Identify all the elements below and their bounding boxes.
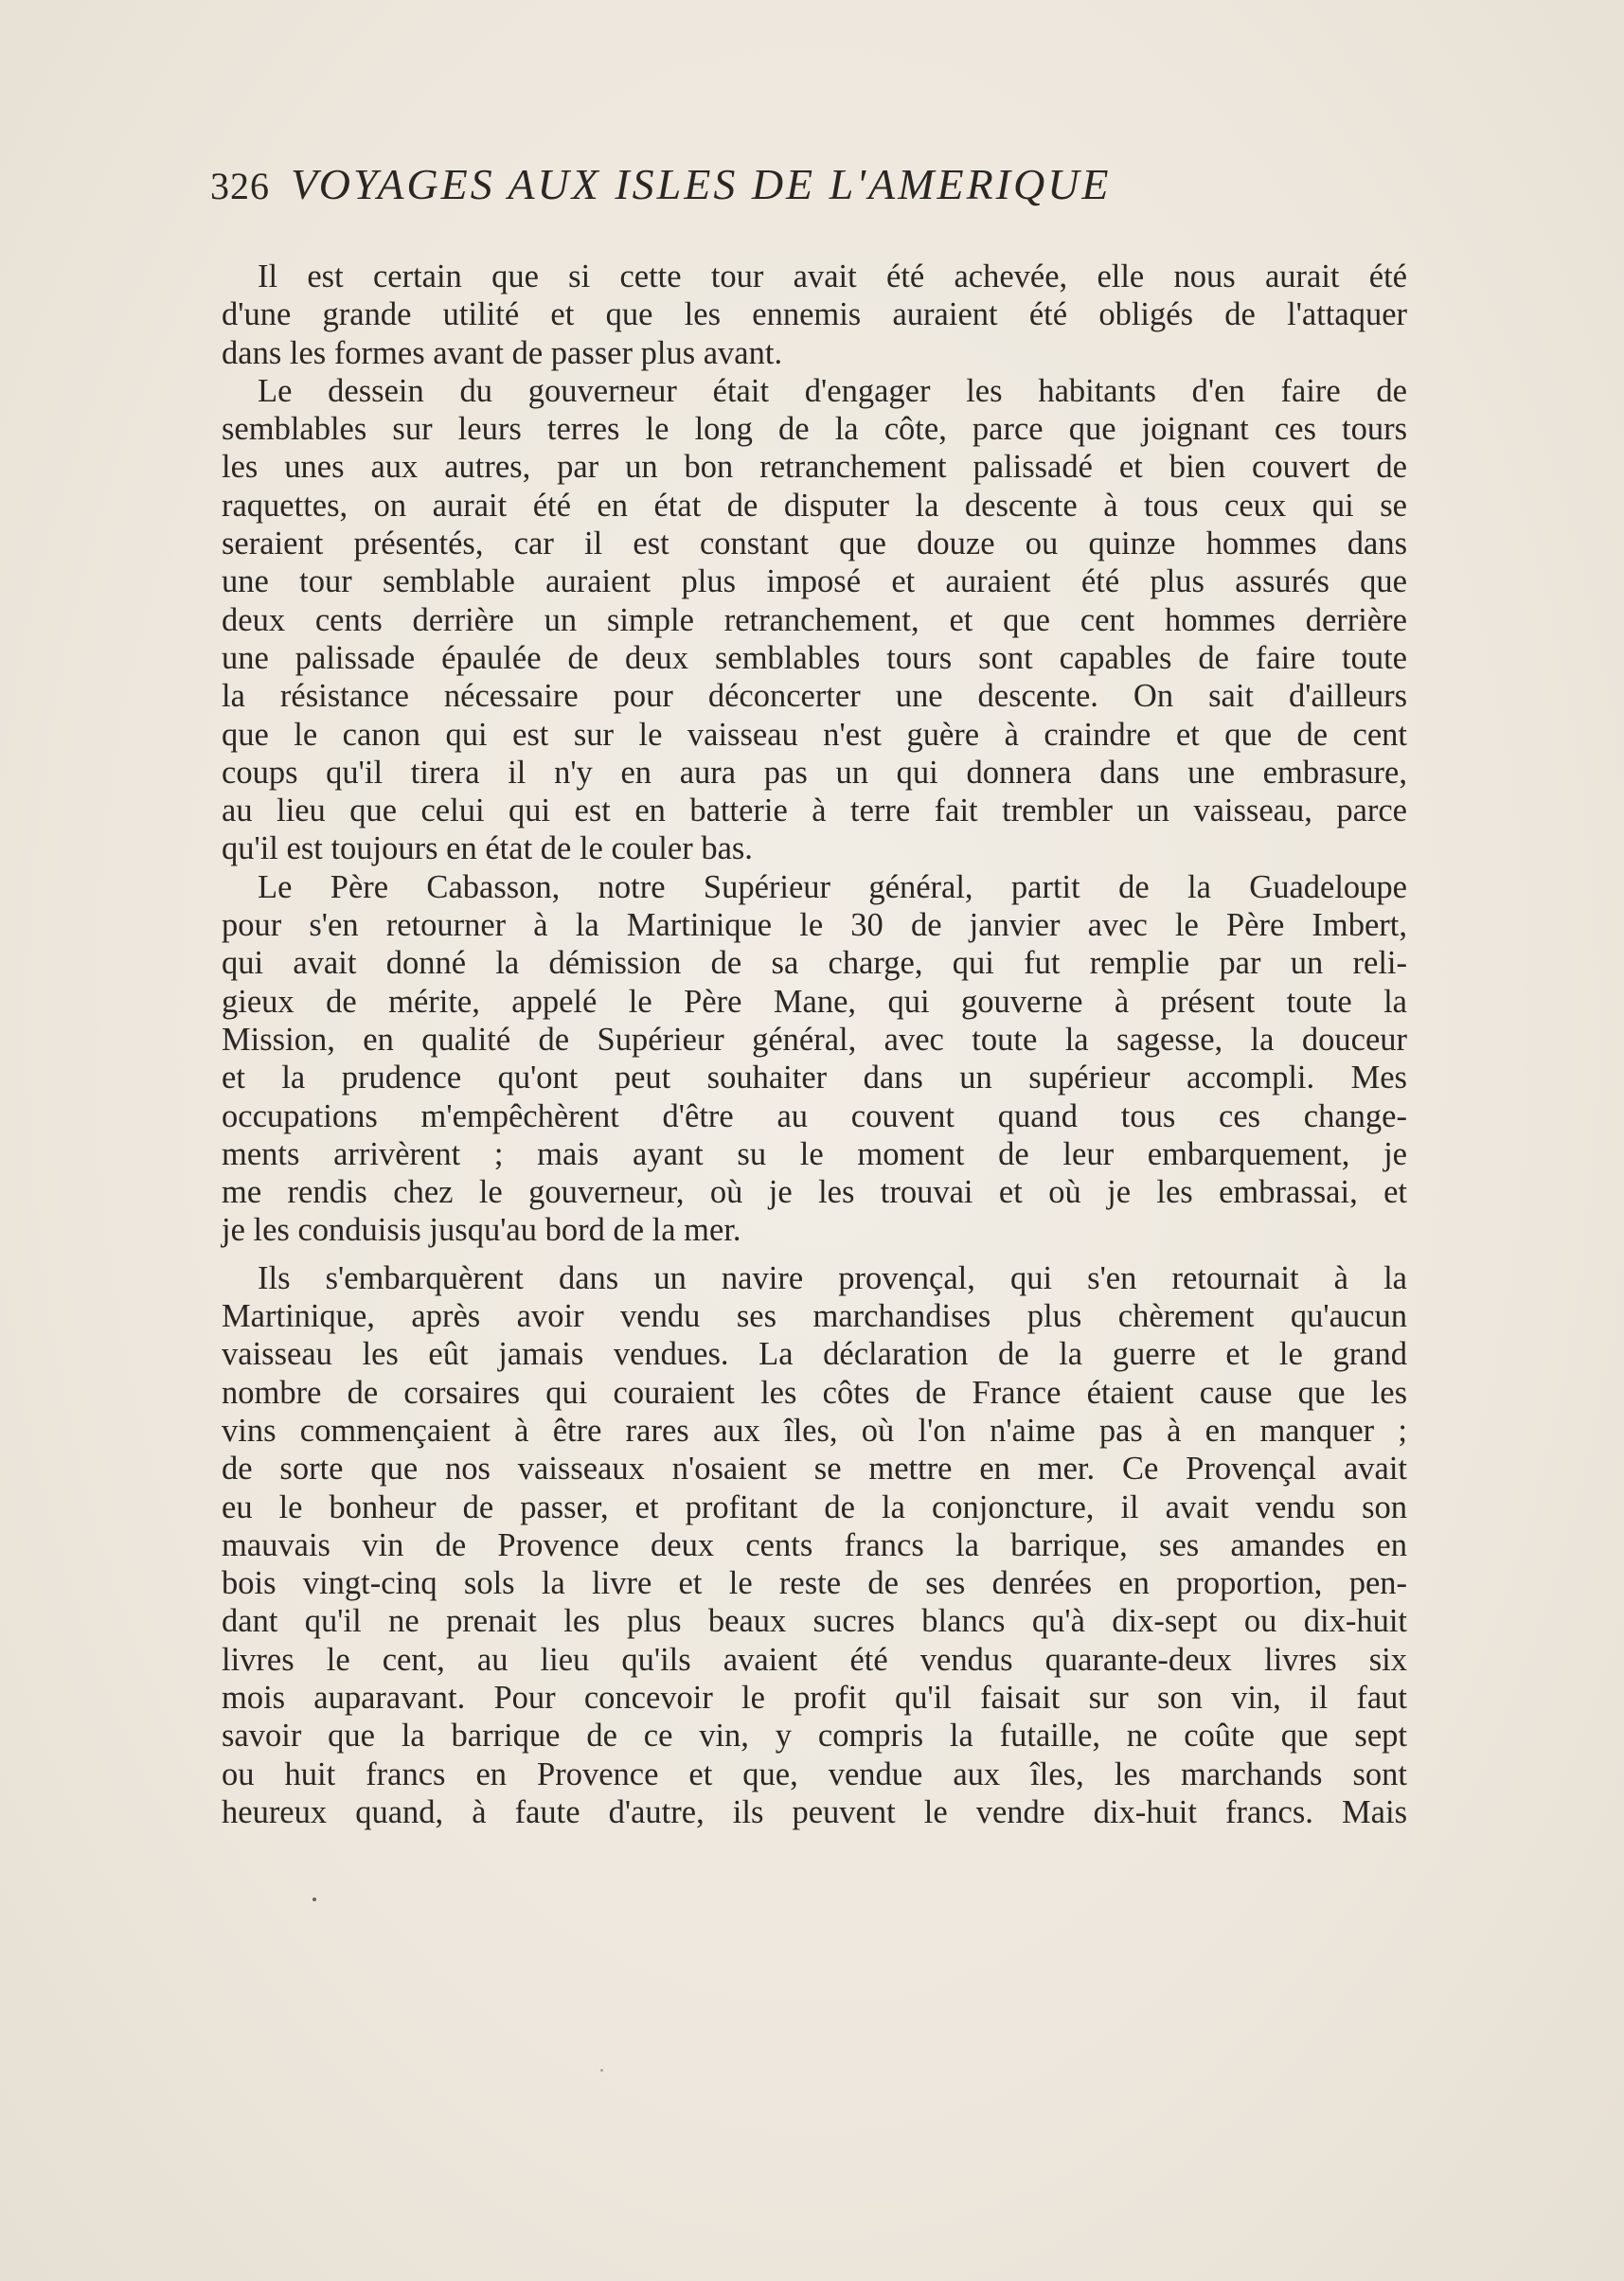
paragraph xyxy=(222,868,1407,1250)
text-line: d'une grande utilité et que les ennemis auraient été obligés de l'attaquer xyxy=(222,296,1407,333)
text-line: nombre de corsaires qui couraient les côtes de France étaient cause que les xyxy=(222,1374,1407,1411)
text-line: Le Père Cabasson, notre Supérieur général, partit de la Guadeloupe xyxy=(258,868,1407,905)
text-line: eu le bonheur de passer, et profitant de la conjoncture, il avait vendu son xyxy=(222,1488,1407,1525)
text-line: seraient présentés, car il est constant que douze ou quinze hommes dans xyxy=(222,526,1407,562)
body-text xyxy=(222,258,1407,1831)
text-line: une tour semblable auraient plus imposé et auraient été plus assurés que xyxy=(222,563,1407,600)
text-line: une palissade épaulée de deux semblables tours sont capables de faire toute xyxy=(222,639,1407,676)
text-line: me rendis chez le gouverneur, où je les trouvai et où je les embrassai, et xyxy=(222,1174,1407,1211)
text-line: Martinique, après avoir vendu ses marchandises plus chèrement qu'aucun xyxy=(222,1298,1407,1335)
text-line: mauvais vin de Provence deux cents francs la barrique, ses amandes en xyxy=(222,1526,1407,1563)
text-line: que le canon qui est sur le vaisseau n'est guère à craindre et que de cent xyxy=(222,716,1407,753)
paragraph xyxy=(222,1259,1407,1831)
text-line: je les conduisis jusqu'au bord de la mer. xyxy=(222,1212,741,1249)
text-line: dans les formes avant de passer plus avant. xyxy=(222,334,783,371)
text-line: ou huit francs en Provence et que, vendue aux îles, les marchands sont xyxy=(222,1755,1407,1792)
page-header xyxy=(210,159,1441,216)
text-line: de sorte que nos vaisseaux n'osaient se mettre en mer. Ce Provençal avait xyxy=(222,1451,1407,1488)
text-line: coups qu'il tirera il n'y en aura pas un qui donnera dans une embrasure, xyxy=(222,754,1407,791)
text-line: dant qu'il ne prenait les plus beaux sucres blancs qu'à dix-sept ou dix-huit xyxy=(222,1603,1407,1640)
running-title: VOYAGES AUX ISLES DE L'AMERIQUE xyxy=(291,160,1112,208)
text-line: deux cents derrière un simple retranchement, et que cent hommes derrière xyxy=(222,601,1407,638)
text-line: les unes aux autres, par un bon retranchement palissadé et bien couvert de xyxy=(222,449,1407,486)
text-line: Le dessein du gouverneur était d'engager les habitants d'en faire de xyxy=(258,372,1407,409)
paper-speck xyxy=(600,2069,603,2072)
text-line: savoir que la barrique de ce vin, y compris la futaille, ne coûte que sept xyxy=(222,1718,1407,1755)
text-line: qui avait donné la démission de sa charge, qui fut remplie par un reli- xyxy=(222,945,1407,982)
text-line: ments arrivèrent ; mais ayant su le moment de leur embarquement, je xyxy=(222,1135,1407,1172)
text-line: la résistance nécessaire pour déconcerter une descente. On sait d'ailleurs xyxy=(222,678,1407,715)
text-line: Ils s'embarquèrent dans un navire provençal, qui s'en retournait à la xyxy=(258,1259,1407,1296)
paper-speck xyxy=(312,1898,316,1901)
text-line: occupations m'empêchèrent d'être au couvent quand tous ces change- xyxy=(222,1097,1407,1134)
text-line: Mission, en qualité de Supérieur général, avec toute la sagesse, la douceur xyxy=(222,1021,1407,1058)
text-line: raquettes, on aurait été en état de disputer la descente à tous ceux qui se xyxy=(222,487,1407,524)
text-line: vins commençaient à être rares aux îles, où l'on n'aime pas à en manquer ; xyxy=(222,1412,1407,1449)
text-line: bois vingt-cinq sols la livre et le reste de ses denrées en proportion, pen- xyxy=(222,1565,1407,1602)
paragraph xyxy=(222,258,1407,372)
text-line: Il est certain que si cette tour avait été achevée, elle nous aurait été xyxy=(258,258,1407,294)
text-line: gieux de mérite, appelé le Père Mane, qui gouverne à présent toute la xyxy=(222,983,1407,1020)
text-line: heureux quand, à faute d'autre, ils peuvent le vendre dix-huit francs. Mais xyxy=(222,1793,1407,1830)
text-line: mois auparavant. Pour concevoir le profit qu'il faisait sur son vin, il faut xyxy=(222,1679,1407,1716)
text-line: et la prudence qu'ont peut souhaiter dans un supérieur accompli. Mes xyxy=(222,1060,1407,1096)
text-line: livres le cent, au lieu qu'ils avaient été vendus quarante-deux livres six xyxy=(222,1641,1407,1678)
text-line: semblables sur leurs terres le long de la côte, parce que joignant ces tours xyxy=(222,411,1407,448)
text-line: pour s'en retourner à la Martinique le 30 de janvier avec le Père Imbert, xyxy=(222,907,1407,944)
text-line: au lieu que celui qui est en batterie à terre fait trembler un vaisseau, parce xyxy=(222,793,1407,829)
paragraph xyxy=(222,372,1407,868)
text-line: vaisseau les eût jamais vendues. La déclaration de la guerre et le grand xyxy=(222,1336,1407,1373)
page-number: 326 xyxy=(210,165,270,207)
text-line: qu'il est toujours en état de le couler bas. xyxy=(222,830,753,867)
